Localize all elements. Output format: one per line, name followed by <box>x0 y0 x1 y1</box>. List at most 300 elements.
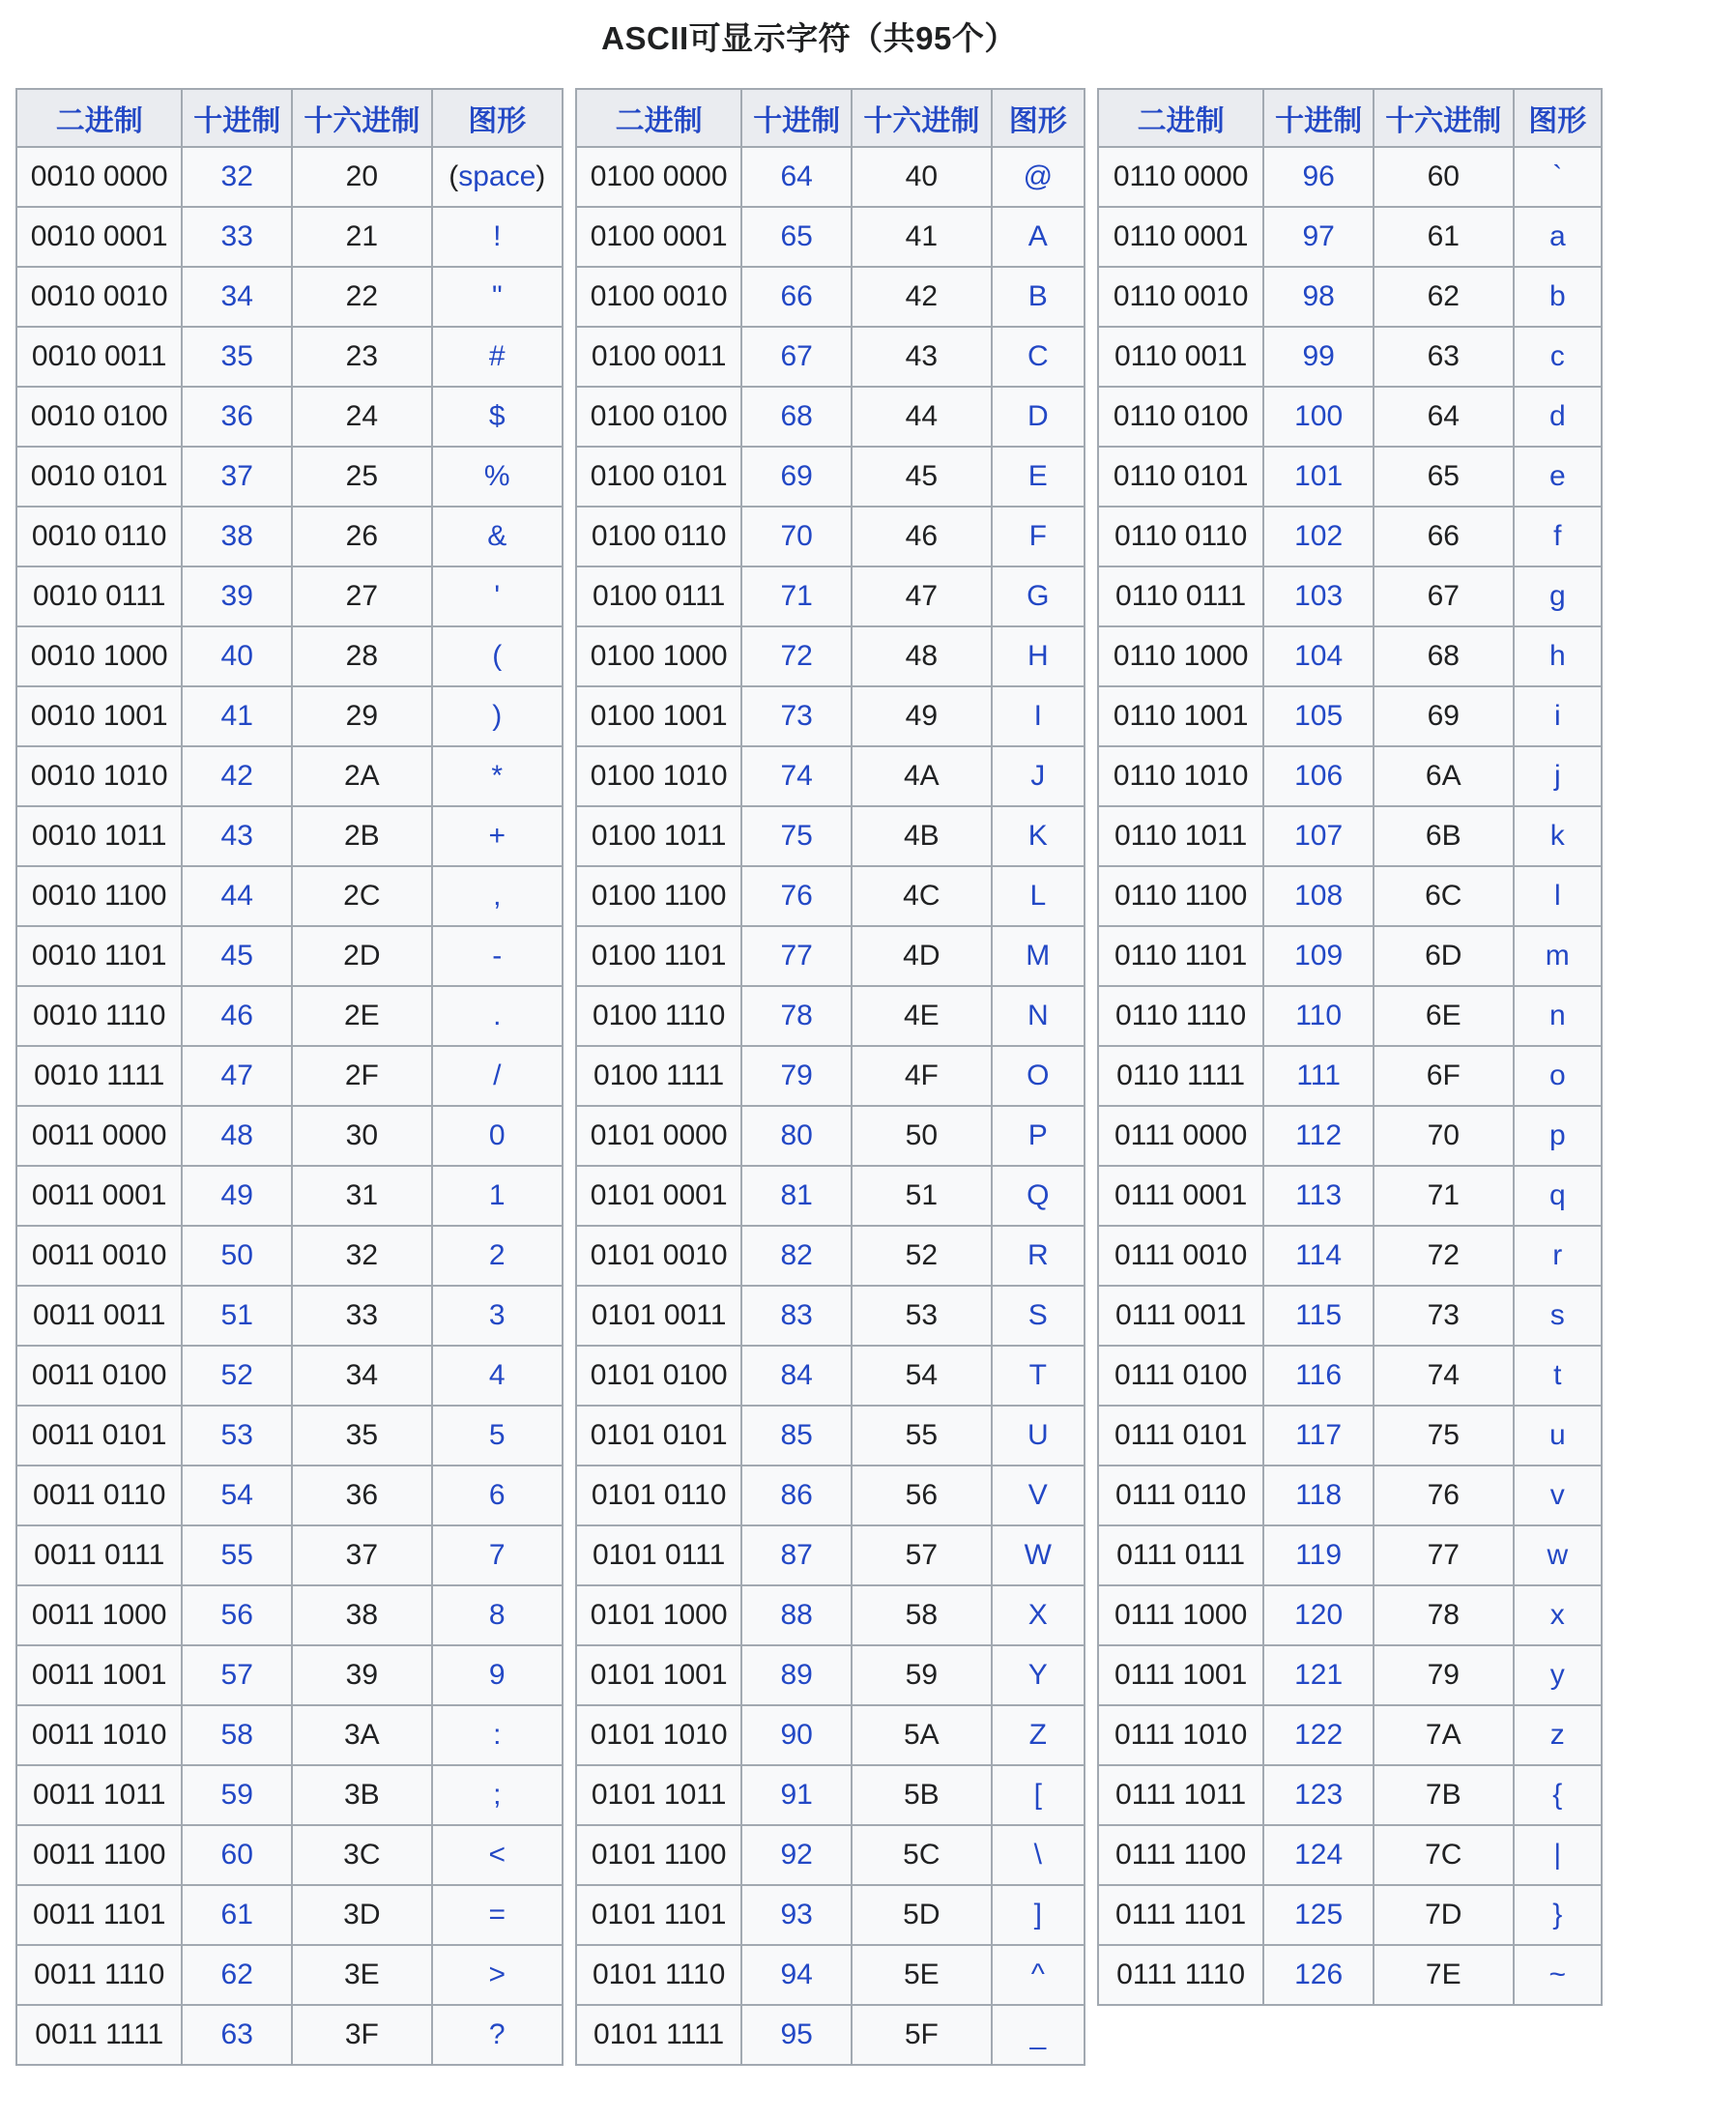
decimal-cell[interactable]: 79 <box>741 1046 852 1106</box>
decimal-cell[interactable]: 55 <box>182 1525 292 1585</box>
hex-cell: 5D <box>852 1885 992 1945</box>
glyph-cell[interactable]: ( <box>432 626 563 686</box>
hex-cell: 24 <box>292 387 432 447</box>
table-row <box>576 1286 1085 1346</box>
glyph-cell[interactable]: t <box>1514 1346 1602 1406</box>
hex-cell: 20 <box>292 147 432 207</box>
glyph-cell[interactable]: o <box>1514 1046 1602 1106</box>
column-header-hex[interactable]: 十六进制 <box>1374 89 1514 147</box>
glyph-cell[interactable]: v <box>1514 1466 1602 1525</box>
glyph-cell[interactable]: T <box>992 1346 1085 1406</box>
decimal-cell[interactable]: 75 <box>741 806 852 866</box>
hex-cell: 7E <box>1374 1945 1514 2005</box>
decimal-cell[interactable]: 88 <box>741 1585 852 1645</box>
column-header-glyph[interactable]: 图形 <box>1514 89 1602 147</box>
table-row <box>1098 1166 1602 1226</box>
glyph-cell[interactable]: i <box>1514 686 1602 746</box>
glyph-cell[interactable]: ^ <box>992 1945 1085 2005</box>
table-row <box>16 387 563 447</box>
decimal-cell[interactable]: 120 <box>1263 1585 1374 1645</box>
decimal-cell[interactable]: 37 <box>182 447 292 507</box>
hex-cell: 7C <box>1374 1825 1514 1885</box>
glyph-cell[interactable]: K <box>992 806 1085 866</box>
table-row <box>1098 1046 1602 1106</box>
hex-cell: 38 <box>292 1585 432 1645</box>
decimal-cell[interactable]: 112 <box>1263 1106 1374 1166</box>
column-header-glyph[interactable]: 图形 <box>992 89 1085 147</box>
hex-cell: 49 <box>852 686 992 746</box>
glyph-cell[interactable]: = <box>432 1885 563 1945</box>
hex-cell: 7B <box>1374 1765 1514 1825</box>
hex-cell: 65 <box>1374 447 1514 507</box>
glyph-cell[interactable]: n <box>1514 986 1602 1046</box>
decimal-cell[interactable]: 50 <box>182 1226 292 1286</box>
glyph-cell[interactable]: \ <box>992 1825 1085 1885</box>
binary-cell: 0010 0010 <box>16 267 182 327</box>
decimal-cell[interactable]: 89 <box>741 1645 852 1705</box>
table-row <box>16 2005 563 2065</box>
hex-cell: 7A <box>1374 1705 1514 1765</box>
decimal-cell[interactable]: 91 <box>741 1765 852 1825</box>
table-row <box>1098 1945 1602 2005</box>
decimal-cell[interactable]: 43 <box>182 806 292 866</box>
ascii-table-32-63 <box>15 88 564 2066</box>
decimal-cell[interactable]: 111 <box>1263 1046 1374 1106</box>
binary-cell: 0110 0111 <box>1098 566 1263 626</box>
decimal-cell[interactable]: 52 <box>182 1346 292 1406</box>
binary-cell: 0110 1100 <box>1098 866 1263 926</box>
table-row <box>576 1945 1085 2005</box>
glyph-cell[interactable]: " <box>432 267 563 327</box>
glyph-cell[interactable]: ~ <box>1514 1945 1602 2005</box>
table-row <box>1098 1226 1602 1286</box>
decimal-cell[interactable]: 97 <box>1263 207 1374 267</box>
binary-cell: 0100 1011 <box>576 806 741 866</box>
decimal-cell[interactable]: 45 <box>182 926 292 986</box>
glyph-cell[interactable]: x <box>1514 1585 1602 1645</box>
binary-cell: 0101 0001 <box>576 1166 741 1226</box>
glyph-cell[interactable]: E <box>992 447 1085 507</box>
glyph-cell[interactable]: 9 <box>432 1645 563 1705</box>
glyph-cell[interactable]: 7 <box>432 1525 563 1585</box>
decimal-cell[interactable]: 82 <box>741 1226 852 1286</box>
glyph-cell[interactable]: z <box>1514 1705 1602 1765</box>
glyph-cell[interactable]: p <box>1514 1106 1602 1166</box>
glyph-cell[interactable]: $ <box>432 387 563 447</box>
decimal-cell[interactable]: 69 <box>741 447 852 507</box>
hex-cell: 5F <box>852 2005 992 2065</box>
decimal-cell[interactable]: 63 <box>182 2005 292 2065</box>
glyph-cell[interactable]: } <box>1514 1885 1602 1945</box>
binary-cell: 0010 1010 <box>16 746 182 806</box>
decimal-cell[interactable]: 95 <box>741 2005 852 2065</box>
table-row <box>1098 1645 1602 1705</box>
glyph-cell[interactable]: . <box>432 986 563 1046</box>
binary-cell: 0010 1111 <box>16 1046 182 1106</box>
decimal-cell[interactable]: 44 <box>182 866 292 926</box>
decimal-cell[interactable]: 47 <box>182 1046 292 1106</box>
decimal-cell[interactable]: 105 <box>1263 686 1374 746</box>
hex-cell: 2C <box>292 866 432 926</box>
decimal-cell[interactable]: 100 <box>1263 387 1374 447</box>
decimal-cell[interactable]: 77 <box>741 926 852 986</box>
glyph-cell[interactable]: 2 <box>432 1226 563 1286</box>
glyph-cell[interactable]: Q <box>992 1166 1085 1226</box>
hex-cell: 26 <box>292 507 432 566</box>
glyph-cell[interactable]: S <box>992 1286 1085 1346</box>
hex-cell: 4A <box>852 746 992 806</box>
binary-cell: 0111 1100 <box>1098 1825 1263 1885</box>
binary-cell: 0011 0011 <box>16 1286 182 1346</box>
decimal-cell[interactable]: 65 <box>741 207 852 267</box>
decimal-cell[interactable]: 102 <box>1263 507 1374 566</box>
glyph-cell[interactable]: N <box>992 986 1085 1046</box>
table-row <box>16 626 563 686</box>
table-row <box>576 1166 1085 1226</box>
glyph-cell[interactable]: F <box>992 507 1085 566</box>
hex-cell: 61 <box>1374 207 1514 267</box>
decimal-cell[interactable]: 92 <box>741 1825 852 1885</box>
glyph-cell[interactable]: _ <box>992 2005 1085 2065</box>
hex-cell: 58 <box>852 1585 992 1645</box>
decimal-cell[interactable]: 53 <box>182 1406 292 1466</box>
decimal-cell[interactable]: 103 <box>1263 566 1374 626</box>
hex-cell: 2E <box>292 986 432 1046</box>
table-row <box>16 1525 563 1585</box>
decimal-cell[interactable]: 108 <box>1263 866 1374 926</box>
table-row <box>1098 746 1602 806</box>
glyph-cell[interactable]: y <box>1514 1645 1602 1705</box>
glyph-cell[interactable]: | <box>1514 1825 1602 1885</box>
binary-cell: 0101 1010 <box>576 1705 741 1765</box>
hex-cell: 4F <box>852 1046 992 1106</box>
decimal-cell[interactable]: 125 <box>1263 1885 1374 1945</box>
binary-cell: 0111 0111 <box>1098 1525 1263 1585</box>
hex-cell: 34 <box>292 1346 432 1406</box>
decimal-cell[interactable]: 85 <box>741 1406 852 1466</box>
decimal-cell[interactable]: 40 <box>182 626 292 686</box>
decimal-cell[interactable]: 62 <box>182 1945 292 2005</box>
decimal-cell[interactable]: 38 <box>182 507 292 566</box>
hex-cell: 4B <box>852 806 992 866</box>
table-row <box>1098 1346 1602 1406</box>
decimal-cell[interactable]: 60 <box>182 1825 292 1885</box>
hex-cell: 66 <box>1374 507 1514 566</box>
glyph-cell[interactable]: @ <box>992 147 1085 207</box>
decimal-cell[interactable]: 106 <box>1263 746 1374 806</box>
decimal-cell[interactable]: 67 <box>741 327 852 387</box>
decimal-cell[interactable]: 36 <box>182 387 292 447</box>
hex-cell: 4C <box>852 866 992 926</box>
glyph-cell[interactable]: d <box>1514 387 1602 447</box>
decimal-cell[interactable]: 113 <box>1263 1166 1374 1226</box>
decimal-cell[interactable]: 54 <box>182 1466 292 1525</box>
binary-cell: 0110 0001 <box>1098 207 1263 267</box>
decimal-cell[interactable]: 109 <box>1263 926 1374 986</box>
hex-cell: 25 <box>292 447 432 507</box>
table-row <box>16 267 563 327</box>
glyph-cell[interactable]: # <box>432 327 563 387</box>
decimal-cell[interactable]: 70 <box>741 507 852 566</box>
decimal-cell[interactable]: 57 <box>182 1645 292 1705</box>
glyph-cell[interactable]: 3 <box>432 1286 563 1346</box>
decimal-cell[interactable]: 46 <box>182 986 292 1046</box>
glyph-cell[interactable]: W <box>992 1525 1085 1585</box>
decimal-cell[interactable]: 78 <box>741 986 852 1046</box>
binary-cell: 0100 0110 <box>576 507 741 566</box>
table-row <box>576 986 1085 1046</box>
binary-cell: 0100 1101 <box>576 926 741 986</box>
decimal-cell[interactable]: 121 <box>1263 1645 1374 1705</box>
binary-cell: 0111 0000 <box>1098 1106 1263 1166</box>
glyph-cell[interactable]: A <box>992 207 1085 267</box>
binary-cell: 0100 1001 <box>576 686 741 746</box>
glyph-cell[interactable]: a <box>1514 207 1602 267</box>
glyph-cell[interactable]: Z <box>992 1705 1085 1765</box>
glyph-cell[interactable]: 6 <box>432 1466 563 1525</box>
decimal-cell[interactable]: 35 <box>182 327 292 387</box>
decimal-cell[interactable]: 41 <box>182 686 292 746</box>
decimal-cell[interactable]: 71 <box>741 566 852 626</box>
glyph-cell[interactable]: ) <box>432 686 563 746</box>
glyph-cell[interactable]: B <box>992 267 1085 327</box>
decimal-cell[interactable]: 72 <box>741 626 852 686</box>
table-row <box>576 1585 1085 1645</box>
glyph-cell[interactable]: L <box>992 866 1085 926</box>
glyph-cell[interactable]: & <box>432 507 563 566</box>
glyph-cell[interactable]: 5 <box>432 1406 563 1466</box>
decimal-cell[interactable]: 107 <box>1263 806 1374 866</box>
ascii-table-64-95 <box>575 88 1085 2066</box>
binary-cell: 0111 1101 <box>1098 1885 1263 1945</box>
glyph-cell[interactable]: R <box>992 1226 1085 1286</box>
glyph-cell[interactable]: b <box>1514 267 1602 327</box>
table-row <box>16 1765 563 1825</box>
binary-cell: 0111 0010 <box>1098 1226 1263 1286</box>
decimal-cell[interactable]: 83 <box>741 1286 852 1346</box>
decimal-cell[interactable]: 42 <box>182 746 292 806</box>
decimal-cell[interactable]: 116 <box>1263 1346 1374 1406</box>
glyph-cell[interactable]: , <box>432 866 563 926</box>
decimal-cell[interactable]: 87 <box>741 1525 852 1585</box>
glyph-cell[interactable]: ? <box>432 2005 563 2065</box>
glyph-cell[interactable]: O <box>992 1046 1085 1106</box>
glyph-cell[interactable]: 8 <box>432 1585 563 1645</box>
glyph-cell[interactable]: Y <box>992 1645 1085 1705</box>
glyph-cell[interactable]: q <box>1514 1166 1602 1226</box>
decimal-cell[interactable]: 118 <box>1263 1466 1374 1525</box>
decimal-cell[interactable]: 94 <box>741 1945 852 2005</box>
binary-cell: 0010 0011 <box>16 327 182 387</box>
column-header-binary[interactable]: 二进制 <box>16 89 182 147</box>
hex-cell: 59 <box>852 1645 992 1705</box>
binary-cell: 0100 0111 <box>576 566 741 626</box>
glyph-cell[interactable]: 1 <box>432 1166 563 1226</box>
decimal-cell[interactable]: 32 <box>182 147 292 207</box>
decimal-cell[interactable]: 80 <box>741 1106 852 1166</box>
hex-cell: 57 <box>852 1525 992 1585</box>
binary-cell: 0010 1110 <box>16 986 182 1046</box>
table-row <box>576 327 1085 387</box>
hex-cell: 76 <box>1374 1466 1514 1525</box>
decimal-cell[interactable]: 66 <box>741 267 852 327</box>
column-header-decimal[interactable]: 十进制 <box>741 89 852 147</box>
glyph-cell[interactable]: 4 <box>432 1346 563 1406</box>
decimal-cell[interactable]: 104 <box>1263 626 1374 686</box>
hex-cell: 5C <box>852 1825 992 1885</box>
table-row <box>16 1466 563 1525</box>
table-row <box>16 986 563 1046</box>
glyph-cell[interactable]: C <box>992 327 1085 387</box>
glyph-cell[interactable]: ; <box>432 1765 563 1825</box>
binary-cell: 0100 1000 <box>576 626 741 686</box>
glyph-cell[interactable]: - <box>432 926 563 986</box>
decimal-cell[interactable]: 124 <box>1263 1825 1374 1885</box>
column-header-decimal[interactable]: 十进制 <box>1263 89 1374 147</box>
decimal-cell[interactable]: 61 <box>182 1885 292 1945</box>
decimal-cell[interactable]: 96 <box>1263 147 1374 207</box>
decimal-cell[interactable]: 59 <box>182 1765 292 1825</box>
glyph-cell[interactable]: U <box>992 1406 1085 1466</box>
decimal-cell[interactable]: 51 <box>182 1286 292 1346</box>
binary-cell: 0011 1000 <box>16 1585 182 1645</box>
glyph-cell[interactable]: l <box>1514 866 1602 926</box>
table-row <box>576 447 1085 507</box>
binary-cell: 0100 1111 <box>576 1046 741 1106</box>
decimal-cell[interactable]: 81 <box>741 1166 852 1226</box>
decimal-cell[interactable]: 114 <box>1263 1226 1374 1286</box>
glyph-cell[interactable]: ` <box>1514 147 1602 207</box>
decimal-cell[interactable]: 117 <box>1263 1406 1374 1466</box>
glyph-cell[interactable]: V <box>992 1466 1085 1525</box>
glyph-cell[interactable]: 0 <box>432 1106 563 1166</box>
decimal-cell[interactable]: 122 <box>1263 1705 1374 1765</box>
glyph-cell[interactable]: : <box>432 1705 563 1765</box>
glyph-cell[interactable]: h <box>1514 626 1602 686</box>
glyph-cell[interactable]: D <box>992 387 1085 447</box>
glyph-cell[interactable]: X <box>992 1585 1085 1645</box>
binary-cell: 0010 1100 <box>16 866 182 926</box>
column-header-glyph[interactable]: 图形 <box>432 89 563 147</box>
decimal-cell[interactable]: 84 <box>741 1346 852 1406</box>
hex-cell: 43 <box>852 327 992 387</box>
table-row <box>16 1705 563 1765</box>
decimal-cell[interactable]: 99 <box>1263 327 1374 387</box>
binary-cell: 0110 0011 <box>1098 327 1263 387</box>
hex-cell: 39 <box>292 1645 432 1705</box>
glyph-cell[interactable]: u <box>1514 1406 1602 1466</box>
glyph-cell[interactable]: I <box>992 686 1085 746</box>
glyph-cell[interactable]: ] <box>992 1885 1085 1945</box>
decimal-cell[interactable]: 33 <box>182 207 292 267</box>
decimal-cell[interactable]: 58 <box>182 1705 292 1765</box>
column-header-binary[interactable]: 二进制 <box>576 89 741 147</box>
hex-cell: 54 <box>852 1346 992 1406</box>
hex-cell: 47 <box>852 566 992 626</box>
glyph-cell[interactable]: m <box>1514 926 1602 986</box>
glyph-cell[interactable]: ! <box>432 207 563 267</box>
glyph-cell[interactable]: k <box>1514 806 1602 866</box>
decimal-cell[interactable]: 93 <box>741 1885 852 1945</box>
glyph-cell[interactable]: M <box>992 926 1085 986</box>
binary-cell: 0101 0101 <box>576 1406 741 1466</box>
glyph-cell[interactable]: < <box>432 1825 563 1885</box>
column-header-hex[interactable]: 十六进制 <box>292 89 432 147</box>
hex-cell: 3C <box>292 1825 432 1885</box>
glyph-cell[interactable]: + <box>432 806 563 866</box>
glyph-cell[interactable]: w <box>1514 1525 1602 1585</box>
table-row <box>576 926 1085 986</box>
hex-cell: 6D <box>1374 926 1514 986</box>
glyph-cell[interactable]: g <box>1514 566 1602 626</box>
table-row <box>1098 686 1602 746</box>
decimal-cell[interactable]: 73 <box>741 686 852 746</box>
glyph-cell[interactable]: r <box>1514 1226 1602 1286</box>
glyph-cell[interactable]: s <box>1514 1286 1602 1346</box>
table-row <box>1098 1765 1602 1825</box>
glyph-cell[interactable]: j <box>1514 746 1602 806</box>
decimal-cell[interactable]: 68 <box>741 387 852 447</box>
glyph-cell[interactable]: e <box>1514 447 1602 507</box>
decimal-cell[interactable]: 126 <box>1263 1945 1374 2005</box>
glyph-cell[interactable]: G <box>992 566 1085 626</box>
glyph-cell[interactable]: c <box>1514 327 1602 387</box>
decimal-cell[interactable]: 56 <box>182 1585 292 1645</box>
table-row <box>576 1466 1085 1525</box>
decimal-cell[interactable]: 90 <box>741 1705 852 1765</box>
glyph-cell[interactable]: P <box>992 1106 1085 1166</box>
decimal-cell[interactable]: 76 <box>741 866 852 926</box>
decimal-cell[interactable]: 86 <box>741 1466 852 1525</box>
glyph-cell[interactable]: % <box>432 447 563 507</box>
hex-cell: 5E <box>852 1945 992 2005</box>
glyph-cell[interactable]: { <box>1514 1765 1602 1825</box>
glyph-cell[interactable]: ' <box>432 566 563 626</box>
decimal-cell[interactable]: 98 <box>1263 267 1374 327</box>
glyph-cell[interactable]: * <box>432 746 563 806</box>
decimal-cell[interactable]: 74 <box>741 746 852 806</box>
glyph-cell[interactable]: [ <box>992 1765 1085 1825</box>
decimal-cell[interactable]: 48 <box>182 1106 292 1166</box>
table-row <box>576 1885 1085 1945</box>
decimal-cell[interactable]: 39 <box>182 566 292 626</box>
column-header-binary[interactable]: 二进制 <box>1098 89 1263 147</box>
binary-cell: 0011 0101 <box>16 1406 182 1466</box>
decimal-cell[interactable]: 110 <box>1263 986 1374 1046</box>
glyph-cell[interactable]: J <box>992 746 1085 806</box>
table-row <box>16 1046 563 1106</box>
decimal-cell[interactable]: 119 <box>1263 1525 1374 1585</box>
decimal-cell[interactable]: 115 <box>1263 1286 1374 1346</box>
glyph-cell[interactable]: f <box>1514 507 1602 566</box>
glyph-cell[interactable]: H <box>992 626 1085 686</box>
table-row <box>576 686 1085 746</box>
hex-cell: 56 <box>852 1466 992 1525</box>
glyph-cell[interactable]: / <box>432 1046 563 1106</box>
decimal-cell[interactable]: 49 <box>182 1166 292 1226</box>
column-header-hex[interactable]: 十六进制 <box>852 89 992 147</box>
decimal-cell[interactable]: 64 <box>741 147 852 207</box>
decimal-cell[interactable]: 34 <box>182 267 292 327</box>
binary-cell: 0011 0111 <box>16 1525 182 1585</box>
space-char-cell[interactable]: (space) <box>432 147 563 207</box>
decimal-cell[interactable]: 101 <box>1263 447 1374 507</box>
glyph-cell[interactable]: > <box>432 1945 563 2005</box>
column-header-decimal[interactable]: 十进制 <box>182 89 292 147</box>
decimal-cell[interactable]: 123 <box>1263 1765 1374 1825</box>
table-row <box>576 866 1085 926</box>
table-row <box>576 2005 1085 2065</box>
